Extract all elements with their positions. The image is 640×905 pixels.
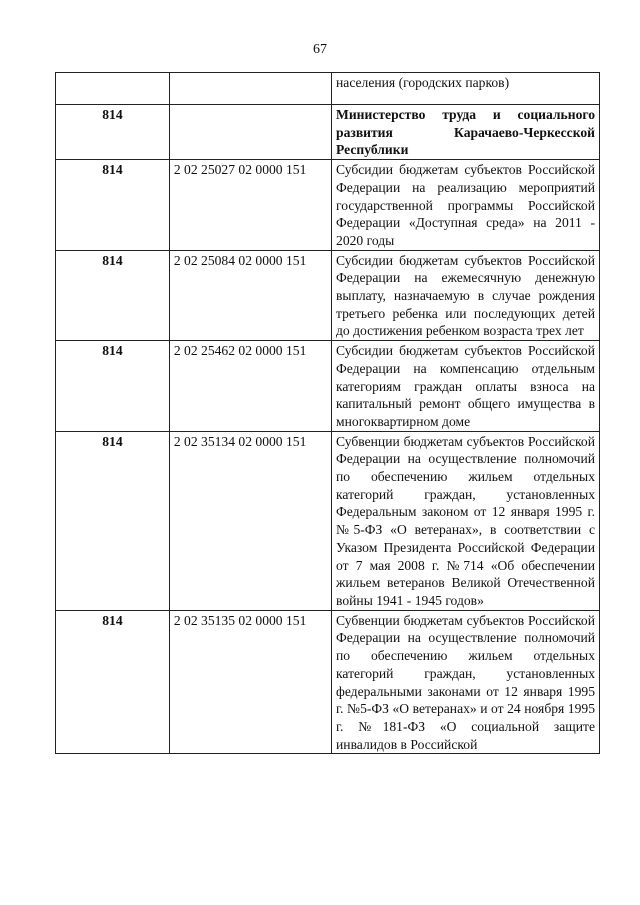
revenue-name-cell: Субвенции бюджетам субъектов Российской Федерации на осуществление полномочий по обеспечению жильем отдельных категорий граждан, установленных Федеральным законом от 12 января 1995 г. №5-ФЗ «О ветеранах», в соответствии с Указом Президента Российской Федерации от 7 мая 2008 г. №714 «Об обеспечении жильем ветеранов Великой Отечественной войны 1941 - 1945 годов» xyxy=(332,431,600,610)
revenue-table xyxy=(55,72,600,754)
admin-code-cell: 814 xyxy=(56,610,170,754)
kbk-code-cell: 2 02 35135 02 0000 151 xyxy=(169,610,331,754)
kbk-code-cell: 2 02 25462 02 0000 151 xyxy=(169,341,331,432)
kbk-code-cell xyxy=(169,105,331,160)
table-row xyxy=(56,105,600,160)
kbk-code-cell: 2 02 25027 02 0000 151 xyxy=(169,160,331,251)
ministry-name-cell: Министерство труда и социального развития Карачаево-Черкесской Республики xyxy=(332,105,600,160)
table-row xyxy=(56,341,600,432)
admin-code-cell: 814 xyxy=(56,250,170,341)
revenue-name-cell: населения (городских парков) xyxy=(332,73,600,105)
page-number: 67 xyxy=(313,42,327,57)
revenue-name-cell: Субсидии бюджетам субъектов Российской Федерации на компенсацию отдельным категориям граждан оплаты взноса на капитальный ремонт общего имущества в многоквартирном доме xyxy=(332,341,600,432)
revenue-name-cell: Субсидии бюджетам субъектов Российской Федерации на реализацию мероприятий государственной программы Российской Федерации «Доступная среда» на 2011 - 2020 годы xyxy=(332,160,600,251)
admin-code-cell xyxy=(56,73,170,105)
admin-code-cell: 814 xyxy=(56,105,170,160)
table-row xyxy=(56,250,600,341)
revenue-name-cell: Субвенции бюджетам субъектов Российской Федерации на осуществление полномочий по обеспечению жильем отдельных категорий граждан, установленных федеральными законами от 12 января 1995 г. №5-ФЗ «О ветеранах» и от 24 ноября 1995 г. №181-ФЗ «О социальной защите инвалидов в Российской xyxy=(332,610,600,754)
kbk-code-cell: 2 02 25084 02 0000 151 xyxy=(169,250,331,341)
kbk-code-cell: 2 02 35134 02 0000 151 xyxy=(169,431,331,610)
admin-code-cell: 814 xyxy=(56,341,170,432)
table-row xyxy=(56,160,600,251)
revenue-name-cell: Субсидии бюджетам субъектов Российской Федерации на ежемесячную денежную выплату, назначаемую в случае рождения третьего ребенка или последующих детей до достижения ребенком возраста трех лет xyxy=(332,250,600,341)
table-row xyxy=(56,610,600,754)
table-row xyxy=(56,431,600,610)
admin-code-cell: 814 xyxy=(56,160,170,251)
kbk-code-cell xyxy=(169,73,331,105)
table-row xyxy=(56,73,600,105)
admin-code-cell: 814 xyxy=(56,431,170,610)
